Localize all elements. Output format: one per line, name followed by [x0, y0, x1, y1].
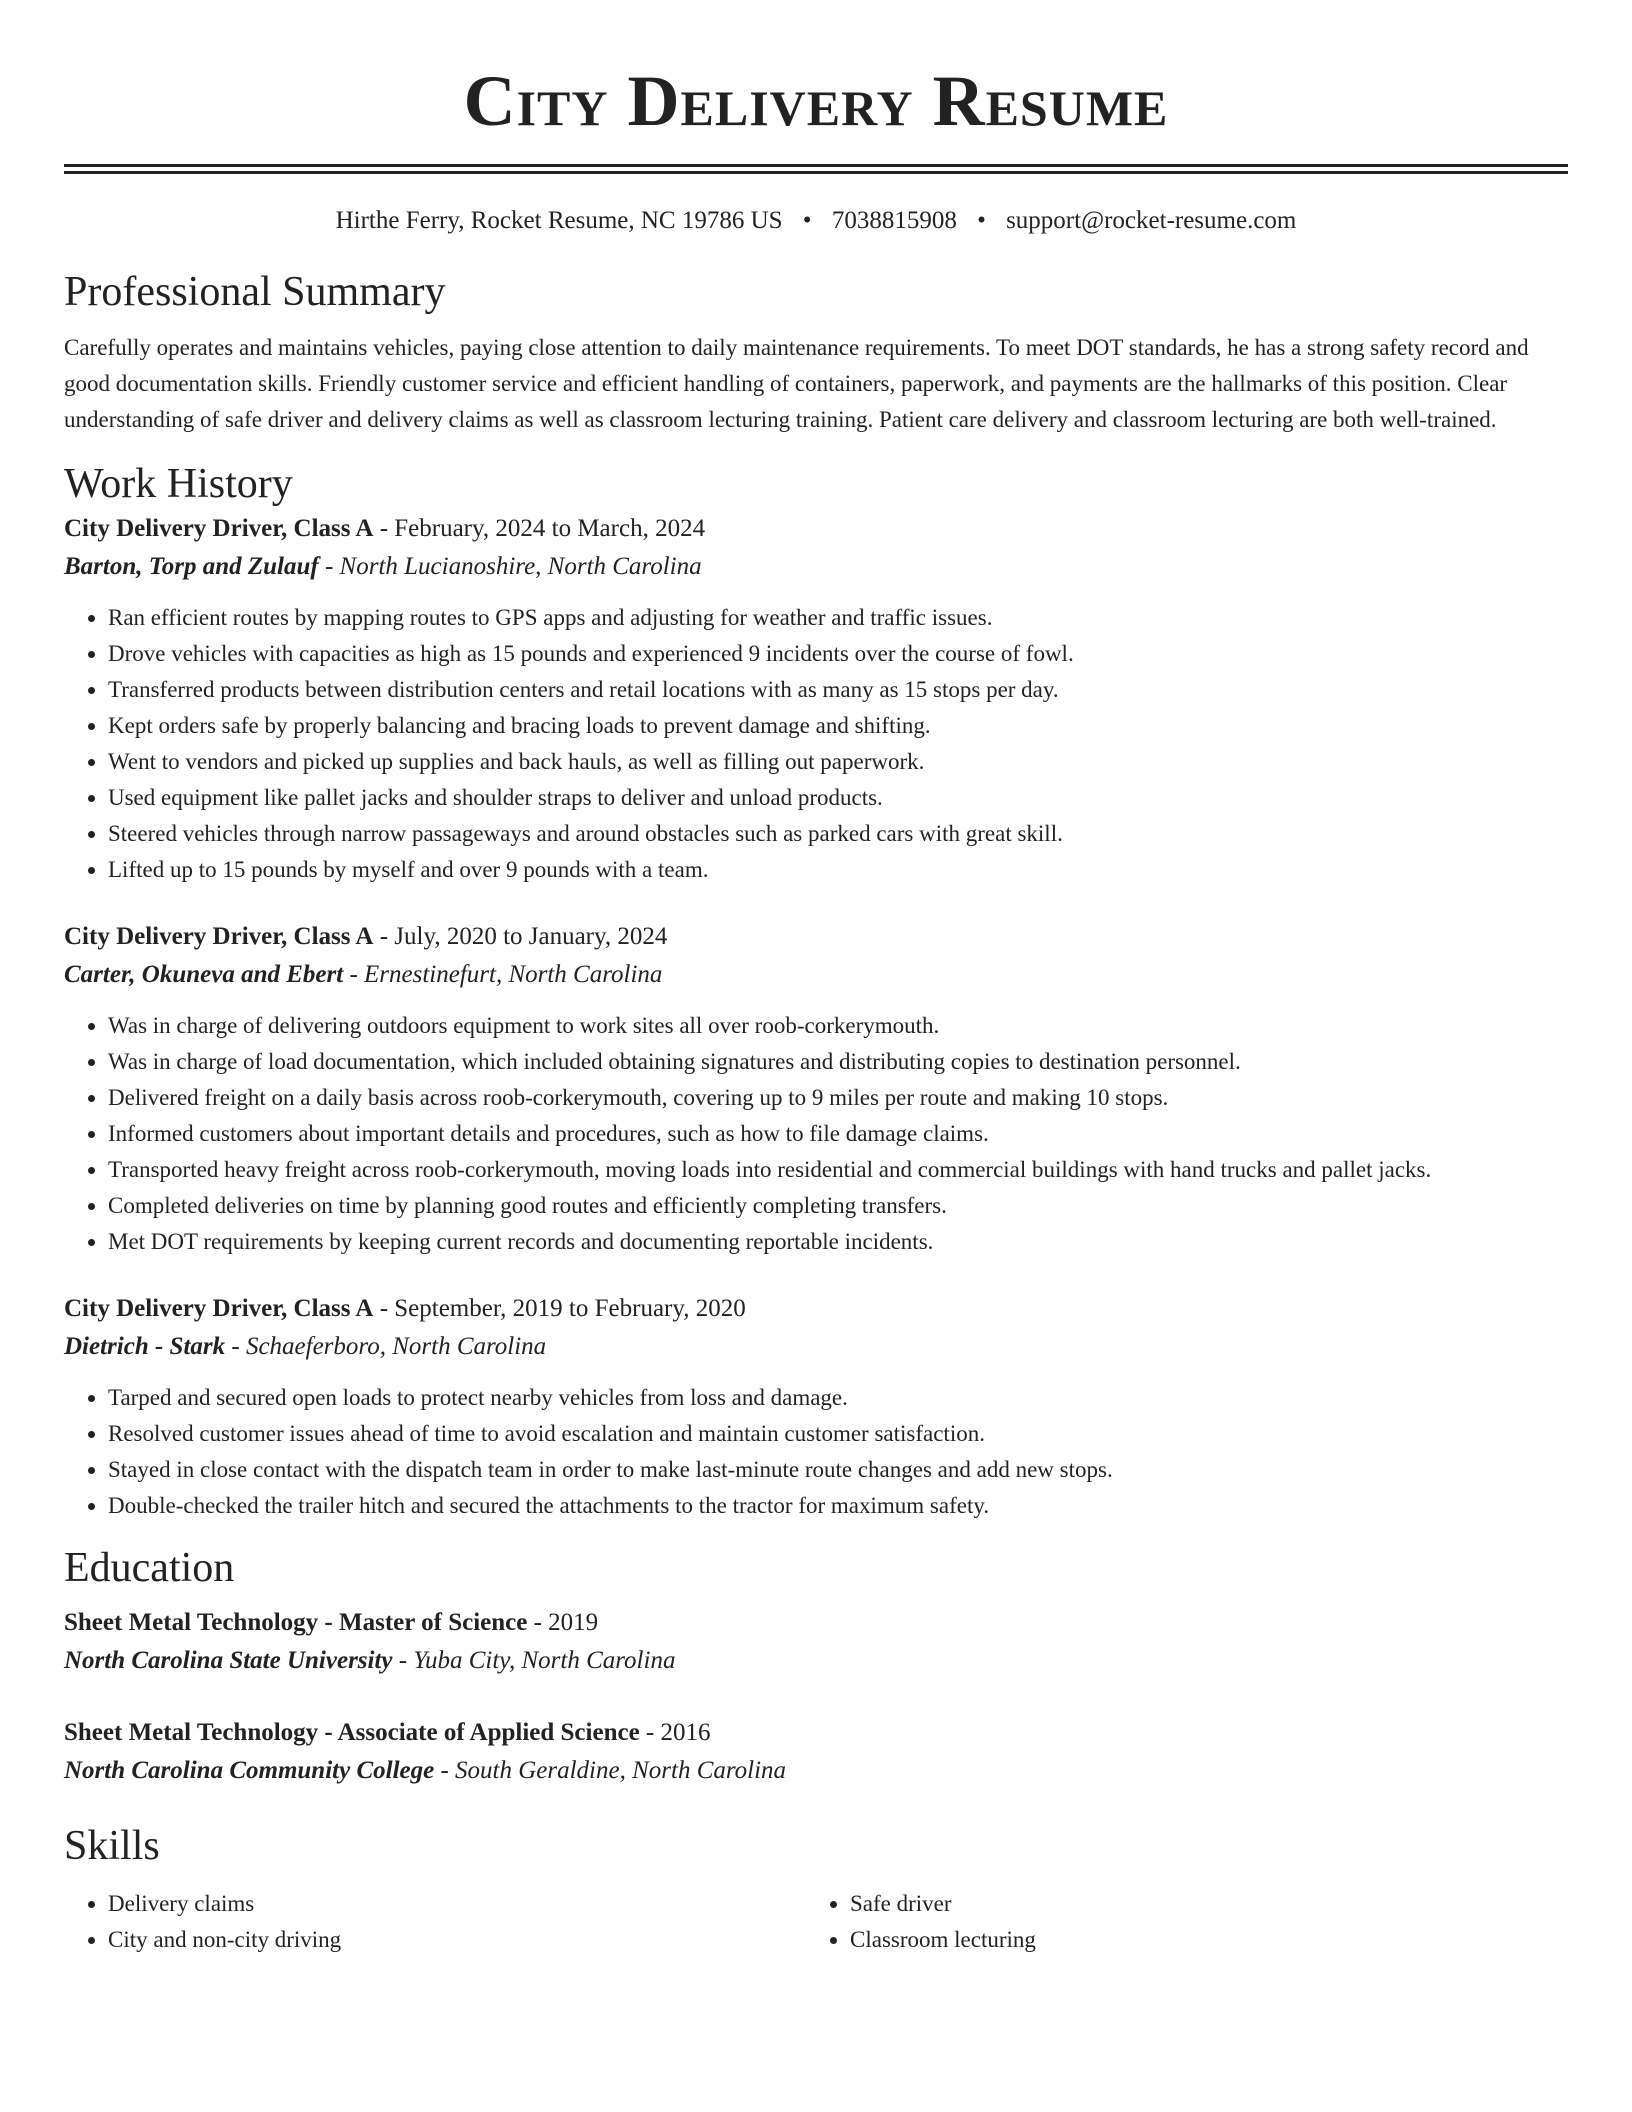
education-year: - 2019 — [527, 1609, 599, 1636]
education-degree: Sheet Metal Technology - Associate of Applied Science — [64, 1719, 640, 1746]
summary-heading: Professional Summary — [64, 269, 446, 315]
contact-separator: • — [802, 207, 812, 234]
job-dates: - July, 2020 to January, 2024 — [373, 923, 668, 950]
education-degree: Sheet Metal Technology - Master of Science — [64, 1609, 528, 1636]
education-heading: Education — [64, 1545, 235, 1591]
contact-separator: • — [977, 207, 986, 234]
job-bullet: • Resolved customer issues ahead of time to avoid escalation and maintain customer satisfaction. — [108, 1416, 1568, 1452]
education-school-line — [64, 1752, 1568, 1790]
job-bullet: • Tarped and secured open loads to protect nearby vehicles from loss and damage. — [108, 1380, 1568, 1416]
job-bullet: • Steered vehicles through narrow passageways and around obstacles such as parked cars with great skill. — [108, 816, 1568, 852]
job-location: - Schaeferboro, North Carolina — [225, 1333, 547, 1360]
education-location: - Yuba City, North Carolina — [392, 1647, 676, 1674]
job-title-line — [64, 1290, 1568, 1328]
job-bullet: • Was in charge of delivering outdoors equipment to work sites all over roob-corkerymouth. — [108, 1008, 1568, 1044]
job-location: - North Lucianoshire, North Carolina — [318, 553, 702, 580]
job-company-line — [64, 956, 1568, 994]
job-bullet: • Kept orders safe by properly balancing and bracing loads to prevent damage and shifting. — [108, 708, 1568, 744]
resume-title: City Delivery Resume — [463, 61, 1169, 141]
job-entry — [64, 1290, 1568, 1524]
job-bullet: • Informed customers about important details and procedures, such as how to file damage claims. — [108, 1116, 1568, 1152]
education-school: North Carolina Community College — [64, 1757, 435, 1784]
job-location: - Ernestinefurt, North Carolina — [343, 961, 663, 988]
education-degree-line — [64, 1604, 1568, 1642]
skills-grid — [64, 1886, 1568, 1958]
skill-item: • Safe driver — [850, 1886, 1548, 1922]
contact-phone: 7038815908 — [831, 207, 957, 234]
skills-column-left — [64, 1886, 806, 1958]
job-company-line — [64, 548, 1568, 586]
job-bullet: • Lifted up to 15 pounds by myself and over 9 pounds with a team. — [108, 852, 1568, 888]
contact-line — [64, 204, 1568, 238]
job-title-line — [64, 918, 1568, 956]
job-bullet: • Stayed in close contact with the dispatch team in order to make last-minute route changes and add new stops. — [108, 1452, 1568, 1488]
job-bullets — [64, 600, 1568, 888]
job-bullet: • Double-checked the trailer hitch and secured the attachments to the tractor for maximum safety. — [108, 1488, 1568, 1524]
job-bullet: • Transported heavy freight across roob-corkerymouth, moving loads into residential and commercial buildings with hand trucks and pallet jacks. — [108, 1152, 1568, 1188]
skill-item: • Classroom lecturing — [850, 1922, 1548, 1958]
skill-item: • Delivery claims — [108, 1886, 806, 1922]
job-role: City Delivery Driver, Class A — [64, 515, 374, 542]
education-entry — [64, 1604, 1568, 1680]
education-year: - 2016 — [639, 1719, 711, 1746]
job-bullets — [64, 1008, 1568, 1260]
job-entry — [64, 918, 1568, 1260]
job-bullet: • Met DOT requirements by keeping current records and documenting reportable incidents. — [108, 1224, 1568, 1260]
education-degree-line — [64, 1714, 1568, 1752]
job-bullet: • Delivered freight on a daily basis across roob-corkerymouth, covering up to 9 miles per route and making 10 stops. — [108, 1080, 1568, 1116]
job-company: Dietrich - Stark — [64, 1333, 226, 1360]
job-bullet: • Transferred products between distribution centers and retail locations with as many as 15 stops per day. — [108, 672, 1568, 708]
job-company-line — [64, 1328, 1568, 1366]
work-history-heading: Work History — [64, 461, 293, 507]
job-bullet: • Completed deliveries on time by planning good routes and efficiently completing transfers. — [108, 1188, 1568, 1224]
job-bullet: • Used equipment like pallet jacks and shoulder straps to deliver and unload products. — [108, 780, 1568, 816]
job-company: Carter, Okuneva and Ebert — [64, 961, 344, 988]
skills-column-right — [806, 1886, 1548, 1958]
job-role: City Delivery Driver, Class A — [64, 923, 374, 950]
education-school: North Carolina State University — [64, 1647, 393, 1674]
contact-address: Hirthe Ferry, Rocket Resume, NC 19786 US — [335, 207, 783, 234]
job-company: Barton, Torp and Zulauf — [64, 553, 319, 580]
job-entry — [64, 510, 1568, 888]
education-entry — [64, 1714, 1568, 1790]
job-title-line — [64, 510, 1568, 548]
job-bullet: • Was in charge of load documentation, which included obtaining signatures and distributing copies to destination personnel. — [108, 1044, 1568, 1080]
title-double-rule — [64, 164, 1568, 174]
job-bullet: • Drove vehicles with capacities as high as 15 pounds and experienced 9 incidents over the course of fowl. — [108, 636, 1568, 672]
job-dates: - February, 2024 to March, 2024 — [373, 515, 706, 542]
job-bullet: • Ran efficient routes by mapping routes to GPS apps and adjusting for weather and traffic issues. — [108, 600, 1568, 636]
summary-text: Carefully operates and maintains vehicles, paying close attention to daily maintenance requirements. To meet DOT standards, he has a strong safety record and good documentation skills. Friendly customer service and efficient handling of containers, paperwork, and payments are the hallmarks of this position. Clear understanding of safe driver and delivery claims as well as classroom lecturing training. Patient care delivery and classroom lecturing are both well-trained. — [64, 335, 1529, 432]
education-school-line — [64, 1642, 1568, 1680]
education-location: - South Geraldine, North Carolina — [434, 1757, 787, 1784]
job-bullet: • Went to vendors and picked up supplies and back hauls, as well as filling out paperwork. — [108, 744, 1568, 780]
skill-item: • City and non-city driving — [108, 1922, 806, 1958]
job-dates: - September, 2019 to February, 2020 — [373, 1295, 746, 1322]
contact-email: support@rocket-resume.com — [1006, 207, 1297, 234]
skills-heading: Skills — [64, 1823, 160, 1869]
job-bullets — [64, 1380, 1568, 1524]
job-role: City Delivery Driver, Class A — [64, 1295, 374, 1322]
